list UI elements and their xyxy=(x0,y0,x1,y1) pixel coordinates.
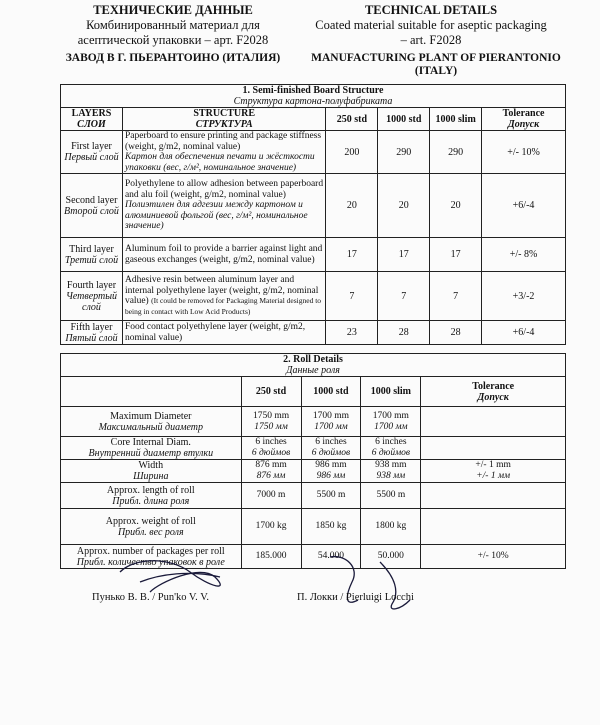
value-en: 1700 mm xyxy=(372,410,409,421)
col-layers-en: LAYERS xyxy=(71,108,112,119)
value-ru: 986 мм xyxy=(316,471,346,481)
value-ru: 6 дюймов xyxy=(251,448,291,458)
plant-right-line1: MANUFACTURING PLANT OF PIERANTONIO xyxy=(311,52,561,64)
desc-en: Adhesive resin between aluminum layer and internal polyethylene layer (weight, g/m2, nominal value) xyxy=(124,275,319,306)
value-tolerance: +6/-4 xyxy=(482,174,566,238)
col-250std: 250 std xyxy=(326,108,378,131)
row-label-en: Width xyxy=(138,460,164,471)
header-right xyxy=(296,3,566,48)
layer-en: Fourth layer xyxy=(66,279,117,291)
layer-name xyxy=(61,321,123,345)
table1-title xyxy=(61,85,566,108)
desc-note: (It could be removed for Packaging Material designed to being in contact with Low Acid Products) xyxy=(124,296,322,316)
value-ru: 1700 мм xyxy=(314,421,348,432)
value-250std: 17 xyxy=(326,238,378,272)
col-tolerance xyxy=(421,377,566,407)
value-tolerance: +/- 8% xyxy=(482,238,566,272)
row-label-en: Approx. length of roll xyxy=(106,484,195,496)
value-250std xyxy=(241,407,301,437)
value-1000slim xyxy=(361,407,421,437)
col-tol-ru: Допуск xyxy=(507,119,540,130)
value-1000std xyxy=(301,437,361,460)
row-label-en: Approx. weight of roll xyxy=(105,515,196,527)
table1-title-ru: Структура картона-полуфабриката xyxy=(233,96,393,107)
layer-ru: Второй слой xyxy=(64,205,119,217)
value-1000slim: 5500 m xyxy=(361,483,421,509)
value-ru: 6 дюймов xyxy=(371,448,411,458)
table2-title xyxy=(61,354,566,377)
value-tolerance xyxy=(421,407,566,437)
table2-title-ru: Данные роля xyxy=(286,365,340,376)
value-en: +/- 1 mm xyxy=(475,460,511,470)
value-1000slim: 17 xyxy=(430,238,482,272)
layer-desc: Aluminum foil to provide a barrier against light and gaseous exchanges (weight, g/m2, nominal value) xyxy=(122,238,325,272)
roll-details-table xyxy=(60,353,566,569)
col-layers-ru: СЛОИ xyxy=(77,119,106,130)
value-en: 876 mm xyxy=(255,460,287,470)
table-row xyxy=(61,407,566,437)
value-1000std: 54.000 xyxy=(301,545,361,569)
value-tolerance xyxy=(421,509,566,545)
value-en: 986 mm xyxy=(315,460,347,470)
row-label-ru: Прибл. длина роля xyxy=(112,495,190,507)
layer-en: Second layer xyxy=(65,194,118,206)
value-250std: 20 xyxy=(326,174,378,238)
table-row xyxy=(61,509,566,545)
row-label-ru: Прибл. количество упаковок в роле xyxy=(76,556,225,568)
value-1000slim: 28 xyxy=(430,321,482,345)
layer-ru: Третий слой xyxy=(64,254,119,266)
value-250std: 1700 kg xyxy=(241,509,301,545)
col-structure xyxy=(122,108,325,131)
table2-title-en: 2. Roll Details xyxy=(283,354,343,365)
table-row xyxy=(61,131,566,174)
table1-title-en: 1. Semi-finished Board Structure xyxy=(242,85,384,96)
row-label xyxy=(61,509,242,545)
layer-en: Third layer xyxy=(69,243,114,255)
signature-left-name: Пунько В. В. / Pun'ko V. V. xyxy=(92,592,210,603)
value-250std: 185.000 xyxy=(241,545,301,569)
value-1000std: 5500 m xyxy=(301,483,361,509)
value-en: 6 inches xyxy=(255,437,287,447)
value-ru: 938 мм xyxy=(376,471,406,481)
header-right-title: TECHNICAL DETAILS xyxy=(364,3,498,17)
col-tolerance xyxy=(482,108,566,131)
col-layers xyxy=(61,108,123,131)
col-structure-ru: СТРУКТУРА xyxy=(195,119,253,130)
row-label-ru: Прибл. вес роля xyxy=(117,526,184,538)
value-250std: 7 xyxy=(326,272,378,321)
value-tolerance: +/- 10% xyxy=(421,545,566,569)
desc-en: Polyethylene to allow adhesion between paperboard and alu foil (weight, g/m2, nominal value) xyxy=(124,179,324,200)
value-1000std xyxy=(301,407,361,437)
value-ru: +/- 1 мм xyxy=(476,471,511,481)
header-left-title: ТЕХНИЧЕСКИЕ ДАННЫЕ xyxy=(93,3,253,17)
value-en: 6 inches xyxy=(315,437,347,447)
layer-name xyxy=(61,272,123,321)
value-250std xyxy=(241,460,301,483)
layer-desc xyxy=(122,131,325,174)
value-250std: 200 xyxy=(326,131,378,174)
table-row xyxy=(61,272,566,321)
value-tolerance xyxy=(421,483,566,509)
row-label-ru: Максимальный диаметр xyxy=(98,421,203,433)
value-ru: 1750 мм xyxy=(254,421,288,432)
table-row xyxy=(61,460,566,483)
col-1000slim: 1000 slim xyxy=(361,377,421,407)
col-structure-en: STRUCTURE xyxy=(193,108,256,119)
value-1000std: 290 xyxy=(378,131,430,174)
layer-ru: Пятый слой xyxy=(65,332,118,344)
value-250std: 7000 m xyxy=(241,483,301,509)
header-left xyxy=(38,3,308,48)
plant-right-line2: (ITALY) xyxy=(414,65,458,77)
table-row xyxy=(61,483,566,509)
value-en: 1700 mm xyxy=(312,410,350,421)
layer-desc: Food contact polyethylene layer (weight, g/m2, nominal value) xyxy=(122,321,325,345)
table-row xyxy=(61,238,566,272)
table-row xyxy=(61,174,566,238)
value-ru: 6 дюймов xyxy=(311,448,351,458)
value-tolerance xyxy=(421,460,566,483)
plant-right xyxy=(296,52,576,78)
board-structure-table xyxy=(60,84,566,345)
desc-ru: Полиэтилен для адгезии между картоном и алюминиевой фольгой (вес, г/м², номинальное значение) xyxy=(124,200,308,232)
col-1000std: 1000 std xyxy=(301,377,361,407)
layer-en: Fifth layer xyxy=(70,321,113,333)
col-tol-ru: Допуск xyxy=(477,391,509,403)
row-label-ru: Ширина xyxy=(133,471,169,482)
value-1000std: 28 xyxy=(378,321,430,345)
col-tol-en: Tolerance xyxy=(502,108,545,119)
value-1000std xyxy=(301,460,361,483)
value-1000std: 17 xyxy=(378,238,430,272)
value-1000std: 7 xyxy=(378,272,430,321)
value-1000std: 1850 kg xyxy=(301,509,361,545)
layer-ru: Четвертый слой xyxy=(65,290,118,313)
col-1000std: 1000 std xyxy=(378,108,430,131)
plant-left: ЗАВОД В Г. ПЬЕРАНТОИНО (ИТАЛИЯ) xyxy=(65,52,281,64)
value-tolerance: +/- 10% xyxy=(482,131,566,174)
value-en: 1750 mm xyxy=(252,410,290,421)
table-row xyxy=(61,321,566,345)
header-right-line1: Coated material suitable for aseptic packaging xyxy=(315,18,547,32)
value-ru: 876 мм xyxy=(256,471,286,481)
header-left-line2: асептической упаковки – арт. F2028 xyxy=(77,33,269,47)
header-right-line2: – art. F2028 xyxy=(400,33,462,47)
col-250std: 250 std xyxy=(241,377,301,407)
table-row xyxy=(61,437,566,460)
value-en: 938 mm xyxy=(375,460,407,470)
col-tol-en: Tolerance xyxy=(472,380,515,392)
value-1000slim: 290 xyxy=(430,131,482,174)
row-label-en: Approx. number of packages per roll xyxy=(76,545,225,557)
row-label-ru: Внутренний диаметр втулки xyxy=(88,448,214,459)
value-1000slim: 50.000 xyxy=(361,545,421,569)
value-1000slim xyxy=(361,460,421,483)
layer-desc xyxy=(122,272,325,321)
value-1000slim: 7 xyxy=(430,272,482,321)
layer-en: First layer xyxy=(71,141,112,152)
value-250std: 23 xyxy=(326,321,378,345)
col-1000slim: 1000 slim xyxy=(430,108,482,131)
layer-ru: Первый слой xyxy=(64,152,119,163)
row-label xyxy=(61,460,242,483)
col-label xyxy=(61,377,242,407)
signature-right-name: П. Локки / Pierluigi Locchi xyxy=(297,592,414,603)
value-tolerance xyxy=(421,437,566,460)
header-left-line1: Комбинированный материал для xyxy=(86,18,260,32)
row-label-en: Core Internal Diam. xyxy=(110,437,191,448)
layer-name xyxy=(61,238,123,272)
value-250std xyxy=(241,437,301,460)
value-1000slim xyxy=(361,437,421,460)
desc-ru: Картон для обеспечения печати и жёсткости упаковки (вес, г/м², номинальное значение) xyxy=(124,152,315,173)
layer-name xyxy=(61,131,123,174)
signature-left-stroke xyxy=(120,561,220,592)
row-label xyxy=(61,407,242,437)
layer-name xyxy=(61,174,123,238)
layer-desc xyxy=(122,174,325,238)
value-tolerance: +6/-4 xyxy=(482,321,566,345)
row-label-en: Maximum Diameter xyxy=(110,410,192,422)
row-label xyxy=(61,483,242,509)
value-1000slim: 1800 kg xyxy=(361,509,421,545)
value-tolerance: +3/-2 xyxy=(482,272,566,321)
value-1000std: 20 xyxy=(378,174,430,238)
value-ru: 1700 мм xyxy=(374,421,408,432)
value-1000slim: 20 xyxy=(430,174,482,238)
desc-en: Paperboard to ensure printing and package stiffness (weight, g/m2, nominal value) xyxy=(124,131,322,152)
row-label xyxy=(61,437,242,460)
value-en: 6 inches xyxy=(375,437,407,447)
